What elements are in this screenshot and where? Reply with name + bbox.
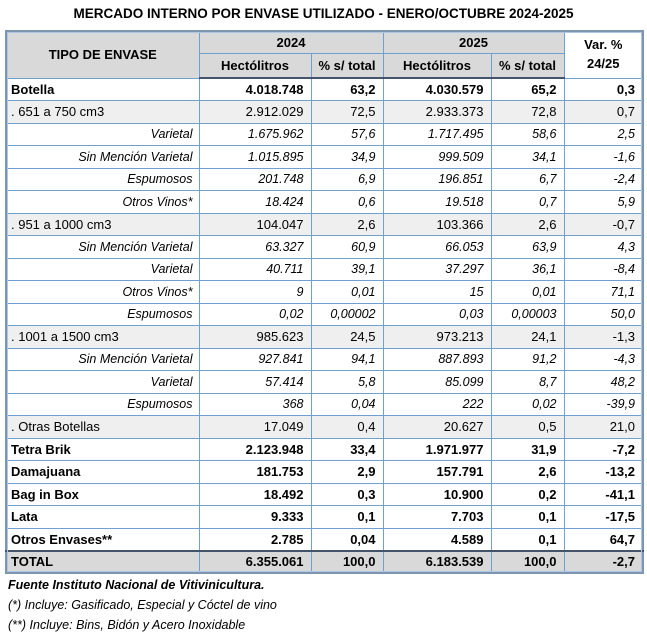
pct-2024-cell: 33,4 xyxy=(311,438,383,461)
row-label: Otros Vinos* xyxy=(6,191,199,214)
row-label: . 1001 a 1500 cm3 xyxy=(6,326,199,349)
hectolitros-2024-cell: 1.675.962 xyxy=(199,123,311,146)
var-pct-cell: -2,7 xyxy=(564,551,643,574)
pct-2025-cell: 36,1 xyxy=(491,258,564,281)
row-label: Otros Vinos* xyxy=(6,281,199,304)
table-row xyxy=(6,461,643,484)
hectolitros-2024-cell: 201.748 xyxy=(199,168,311,191)
var-pct-cell: -1,3 xyxy=(564,326,643,349)
hectolitros-2025-cell: 85.099 xyxy=(383,371,491,394)
column-header-hectolitros-2025: Hectólitros xyxy=(383,54,491,79)
hectolitros-2025-cell: 973.213 xyxy=(383,326,491,349)
pct-2024-cell: 24,5 xyxy=(311,326,383,349)
pct-2025-cell: 24,1 xyxy=(491,326,564,349)
table-row xyxy=(6,326,643,349)
pct-2025-cell: 0,7 xyxy=(491,191,564,214)
row-label: Espumosos xyxy=(6,393,199,416)
hectolitros-2024-cell: 18.492 xyxy=(199,483,311,506)
hectolitros-2025-cell: 6.183.539 xyxy=(383,551,491,574)
var-pct-cell: 71,1 xyxy=(564,281,643,304)
hectolitros-2025-cell: 222 xyxy=(383,393,491,416)
var-pct-cell: -7,2 xyxy=(564,438,643,461)
hectolitros-2025-cell: 7.703 xyxy=(383,506,491,529)
table-row xyxy=(6,236,643,259)
pct-2024-cell: 0,00002 xyxy=(311,303,383,326)
var-pct-cell: -1,6 xyxy=(564,146,643,169)
pct-2025-cell: 63,9 xyxy=(491,236,564,259)
pct-2024-cell: 34,9 xyxy=(311,146,383,169)
hectolitros-2025-cell: 66.053 xyxy=(383,236,491,259)
hectolitros-2024-cell: 2.123.948 xyxy=(199,438,311,461)
row-label: Sin Mención Varietal xyxy=(6,236,199,259)
column-group-2025: 2025 xyxy=(383,31,564,54)
pct-2025-cell: 0,2 xyxy=(491,483,564,506)
var-pct-cell: -17,5 xyxy=(564,506,643,529)
table-row xyxy=(6,146,643,169)
table-row xyxy=(6,191,643,214)
column-header-pct-2025: % s/ total xyxy=(491,54,564,79)
var-pct-cell: 50,0 xyxy=(564,303,643,326)
var-pct-cell: -39,9 xyxy=(564,393,643,416)
table-footnotes xyxy=(8,575,277,635)
var-pct-label-line2: 24/25 xyxy=(586,55,620,71)
pct-2024-cell: 5,8 xyxy=(311,371,383,394)
var-pct-cell: -41,1 xyxy=(564,483,643,506)
pct-2025-cell: 58,6 xyxy=(491,123,564,146)
row-label: Varietal xyxy=(6,123,199,146)
pct-2025-cell: 2,6 xyxy=(491,461,564,484)
var-pct-cell: -4,3 xyxy=(564,348,643,371)
table-row xyxy=(6,483,643,506)
pct-2024-cell: 0,04 xyxy=(311,393,383,416)
row-label: TOTAL xyxy=(6,551,199,574)
pct-2025-cell: 0,00003 xyxy=(491,303,564,326)
row-label: . 951 a 1000 cm3 xyxy=(6,213,199,236)
pct-2024-cell: 0,04 xyxy=(311,528,383,551)
hectolitros-2024-cell: 368 xyxy=(199,393,311,416)
pct-2025-cell: 0,5 xyxy=(491,416,564,439)
hectolitros-2025-cell: 999.509 xyxy=(383,146,491,169)
hectolitros-2025-cell: 4.589 xyxy=(383,528,491,551)
hectolitros-2025-cell: 20.627 xyxy=(383,416,491,439)
hectolitros-2024-cell: 4.018.748 xyxy=(199,78,311,101)
hectolitros-2025-cell: 4.030.579 xyxy=(383,78,491,101)
pct-2025-cell: 8,7 xyxy=(491,371,564,394)
pct-2025-cell: 34,1 xyxy=(491,146,564,169)
hectolitros-2024-cell: 57.414 xyxy=(199,371,311,394)
source-note: Fuente Instituto Nacional de Vitivinicultura. xyxy=(8,578,265,592)
pct-2025-cell: 91,2 xyxy=(491,348,564,371)
table-row xyxy=(6,528,643,551)
pct-2025-cell: 100,0 xyxy=(491,551,564,574)
table-row xyxy=(6,78,643,101)
var-pct-cell: 2,5 xyxy=(564,123,643,146)
hectolitros-2025-cell: 887.893 xyxy=(383,348,491,371)
hectolitros-2025-cell: 10.900 xyxy=(383,483,491,506)
hectolitros-2025-cell: 0,03 xyxy=(383,303,491,326)
hectolitros-2025-cell: 37.297 xyxy=(383,258,491,281)
table-body xyxy=(6,78,643,573)
row-label: Sin Mención Varietal xyxy=(6,348,199,371)
pct-2024-cell: 0,4 xyxy=(311,416,383,439)
var-pct-cell: -13,2 xyxy=(564,461,643,484)
hectolitros-2024-cell: 6.355.061 xyxy=(199,551,311,574)
pct-2024-cell: 72,5 xyxy=(311,101,383,124)
var-pct-cell: 5,9 xyxy=(564,191,643,214)
pct-2025-cell: 0,1 xyxy=(491,528,564,551)
pct-2024-cell: 94,1 xyxy=(311,348,383,371)
table-row xyxy=(6,393,643,416)
var-pct-cell: -2,4 xyxy=(564,168,643,191)
pct-2024-cell: 2,9 xyxy=(311,461,383,484)
hectolitros-2025-cell: 1.971.977 xyxy=(383,438,491,461)
var-pct-cell: 48,2 xyxy=(564,371,643,394)
table-row xyxy=(6,416,643,439)
table-row xyxy=(6,258,643,281)
row-label: . Otras Botellas xyxy=(6,416,199,439)
row-label: Botella xyxy=(6,78,199,101)
hectolitros-2024-cell: 40.711 xyxy=(199,258,311,281)
hectolitros-2024-cell: 181.753 xyxy=(199,461,311,484)
hectolitros-2024-cell: 985.623 xyxy=(199,326,311,349)
row-label: Varietal xyxy=(6,371,199,394)
row-label: Damajuana xyxy=(6,461,199,484)
pct-2025-cell: 31,9 xyxy=(491,438,564,461)
table-row xyxy=(6,348,643,371)
pct-2024-cell: 63,2 xyxy=(311,78,383,101)
hectolitros-2025-cell: 103.366 xyxy=(383,213,491,236)
hectolitros-2024-cell: 2.785 xyxy=(199,528,311,551)
row-label: Bag in Box xyxy=(6,483,199,506)
hectolitros-2024-cell: 927.841 xyxy=(199,348,311,371)
hectolitros-2024-cell: 0,02 xyxy=(199,303,311,326)
total-row xyxy=(6,551,643,574)
hectolitros-2025-cell: 15 xyxy=(383,281,491,304)
pct-2024-cell: 2,6 xyxy=(311,213,383,236)
column-header-var-pct xyxy=(564,31,643,78)
var-pct-label-line1: Var. % xyxy=(584,36,623,52)
table-row xyxy=(6,303,643,326)
pct-2024-cell: 60,9 xyxy=(311,236,383,259)
row-label: Otros Envases** xyxy=(6,528,199,551)
row-label: Lata xyxy=(6,506,199,529)
envase-table xyxy=(5,30,644,574)
hectolitros-2025-cell: 157.791 xyxy=(383,461,491,484)
row-label: Espumosos xyxy=(6,303,199,326)
page-title: MERCADO INTERNO POR ENVASE UTILIZADO - ENERO/OCTUBRE 2024-2025 xyxy=(73,6,574,21)
pct-2025-cell: 0,01 xyxy=(491,281,564,304)
table-header xyxy=(6,31,643,78)
pct-2025-cell: 72,8 xyxy=(491,101,564,124)
table-row xyxy=(6,123,643,146)
var-pct-cell: -0,7 xyxy=(564,213,643,236)
column-group-2024: 2024 xyxy=(199,31,383,54)
hectolitros-2025-cell: 19.518 xyxy=(383,191,491,214)
footnote-single-asterisk: (*) Incluye: Gasificado, Especial y Cóctel de vino xyxy=(8,598,277,612)
column-header-pct-2024: % s/ total xyxy=(311,54,383,79)
var-pct-cell: 0,7 xyxy=(564,101,643,124)
table-row xyxy=(6,213,643,236)
table-row xyxy=(6,101,643,124)
pct-2025-cell: 2,6 xyxy=(491,213,564,236)
var-pct-cell: 4,3 xyxy=(564,236,643,259)
var-pct-cell: 0,3 xyxy=(564,78,643,101)
hectolitros-2024-cell: 63.327 xyxy=(199,236,311,259)
footnote-double-asterisk: (**) Incluye: Bins, Bidón y Acero Inoxidable xyxy=(8,618,246,632)
table-row xyxy=(6,281,643,304)
pct-2025-cell: 6,7 xyxy=(491,168,564,191)
hectolitros-2024-cell: 2.912.029 xyxy=(199,101,311,124)
table-row xyxy=(6,371,643,394)
row-label: Varietal xyxy=(6,258,199,281)
column-header-tipo-de-envase: TIPO DE ENVASE xyxy=(6,31,199,78)
table-row xyxy=(6,506,643,529)
hectolitros-2025-cell: 1.717.495 xyxy=(383,123,491,146)
pct-2024-cell: 0,01 xyxy=(311,281,383,304)
row-label: Espumosos xyxy=(6,168,199,191)
pct-2024-cell: 0,3 xyxy=(311,483,383,506)
pct-2024-cell: 39,1 xyxy=(311,258,383,281)
table-row xyxy=(6,168,643,191)
pct-2025-cell: 0,02 xyxy=(491,393,564,416)
pct-2024-cell: 0,1 xyxy=(311,506,383,529)
hectolitros-2024-cell: 9 xyxy=(199,281,311,304)
row-label: Sin Mención Varietal xyxy=(6,146,199,169)
var-pct-cell: 64,7 xyxy=(564,528,643,551)
var-pct-cell: -8,4 xyxy=(564,258,643,281)
hectolitros-2024-cell: 104.047 xyxy=(199,213,311,236)
var-pct-cell: 21,0 xyxy=(564,416,643,439)
table-row xyxy=(6,438,643,461)
pct-2025-cell: 65,2 xyxy=(491,78,564,101)
pct-2024-cell: 100,0 xyxy=(311,551,383,574)
row-label: Tetra Brik xyxy=(6,438,199,461)
hectolitros-2024-cell: 1.015.895 xyxy=(199,146,311,169)
pct-2024-cell: 57,6 xyxy=(311,123,383,146)
hectolitros-2024-cell: 18.424 xyxy=(199,191,311,214)
column-header-hectolitros-2024: Hectólitros xyxy=(199,54,311,79)
hectolitros-2025-cell: 2.933.373 xyxy=(383,101,491,124)
hectolitros-2025-cell: 196.851 xyxy=(383,168,491,191)
pct-2025-cell: 0,1 xyxy=(491,506,564,529)
row-label: . 651 a 750 cm3 xyxy=(6,101,199,124)
hectolitros-2024-cell: 17.049 xyxy=(199,416,311,439)
pct-2024-cell: 0,6 xyxy=(311,191,383,214)
hectolitros-2024-cell: 9.333 xyxy=(199,506,311,529)
pct-2024-cell: 6,9 xyxy=(311,168,383,191)
